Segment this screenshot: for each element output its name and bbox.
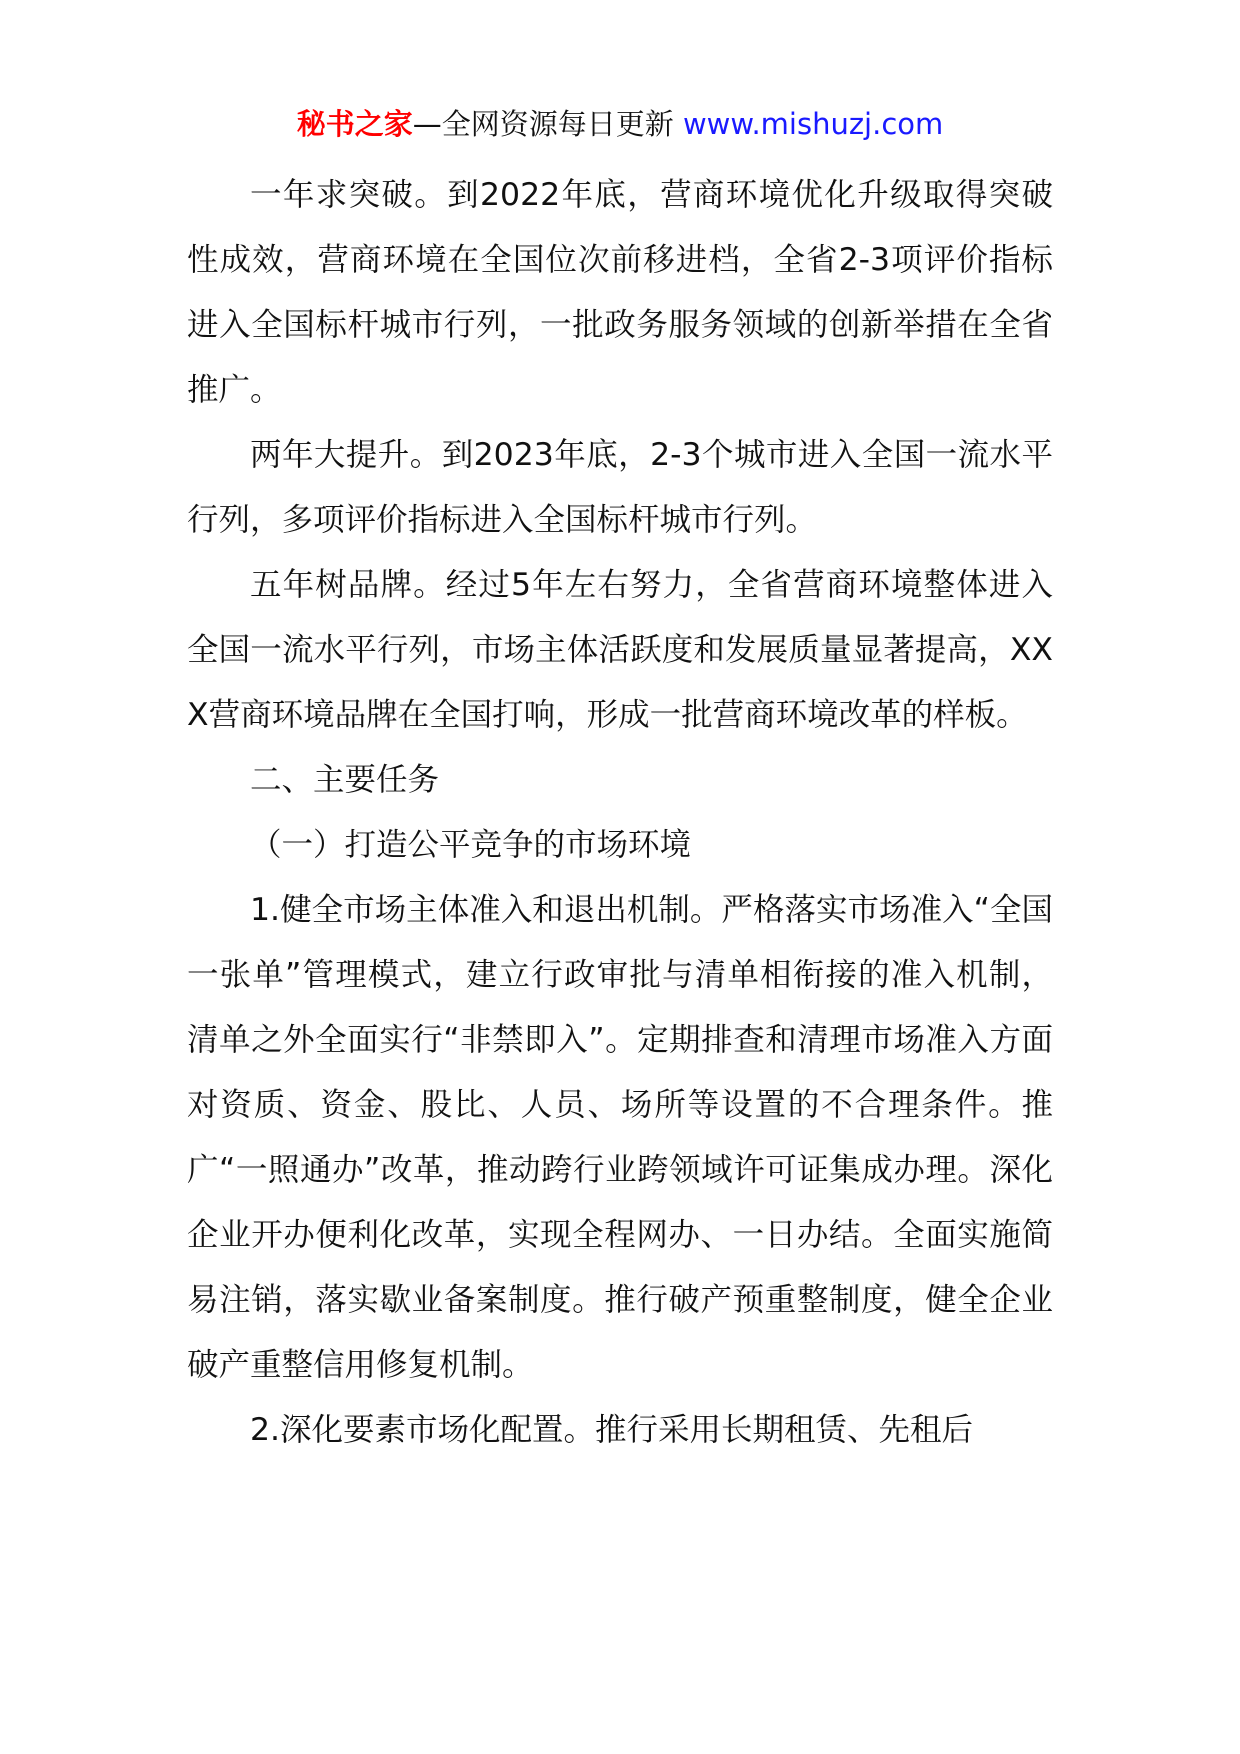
section-heading: 二、主要任务 (250, 762, 440, 798)
paragraph-task-1: 1.健全市场主体准入和退出机制。严格落实市场准入“全国一张单”管理模式，建立行政审批与清单相衔接的准入机制，清单之外全面实行“非禁即入”。定期排查和清理市场准入方面对资质、资金、股比、人员、场所等设置的不合理条件。推广“一照通办”改革，推动跨行业跨领域许可证集成办理。深化企业开办便利化改革，实现全程网办、一日办结。全面实施简易注销，落实歇业备案制度。推行破产预重整制度，健全企业破产重整信用修复机制。 (187, 892, 1053, 1383)
paragraph-goal-one-year: 一年求突破。到2022年底，营商环境优化升级取得突破性成效，营商环境在全国位次前移进档，全省2-3项评价指标进入全国标杆城市行列，一批政务服务领域的创新举措在全省推广。 (187, 177, 1053, 408)
brand-name: 秘书之家 (296, 107, 413, 141)
paragraph-task-2: 2.深化要素市场化配置。推行采用长期租赁、先租后 (250, 1412, 974, 1448)
subsection-heading: （一）打造公平竞争的市场环境 (250, 827, 692, 863)
paragraph-goal-two-years: 两年大提升。到2023年底，2-3个城市进入全国一流水平行列，多项评价指标进入全国标杆城市行列。 (187, 437, 1053, 538)
website-link[interactable]: www.mishuzj.com (682, 107, 944, 141)
page-header (0, 102, 1240, 146)
paragraph-goal-five-years: 五年树品牌。经过5年左右努力，全省营商环境整体进入全国一流水平行列，市场主体活跃度和发展质量显著提高，XXX营商环境品牌在全国打响，形成一批营商环境改革的样板。 (187, 567, 1053, 733)
document-body (187, 163, 1053, 1463)
header-slogan: —全网资源每日更新 (412, 107, 683, 141)
